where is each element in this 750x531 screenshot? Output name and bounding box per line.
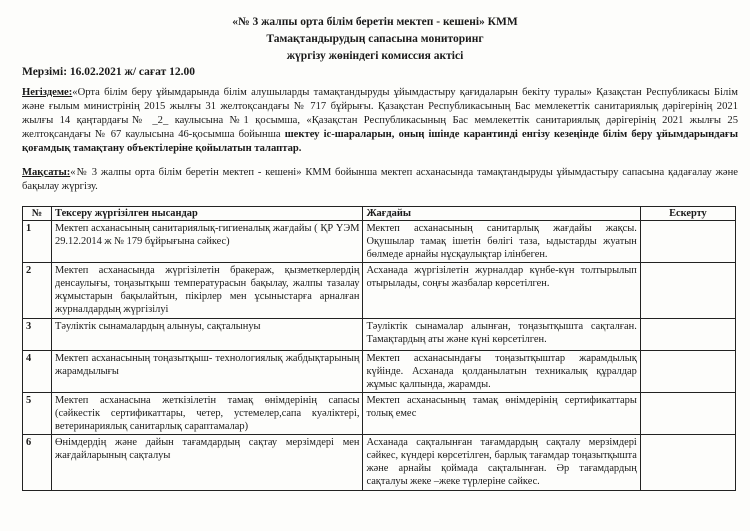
row-note (640, 319, 735, 351)
basis-label: Негіздеме: (22, 87, 73, 98)
basis-bold-text: шектеу іс-шараларын, оның ішінде карантинді енгізу кезеңінде білім беру ұйымдарындағы қоғамдық тамақтану объектілеріне қойылатын талаптар. (22, 129, 739, 154)
table-row (23, 319, 736, 351)
purpose-text: «№ 3 жалпы орта білім беретін мектеп - кешені» КММ бойынша мектеп асханасында тамақтандыруды ұйымдастыру сапасына қадағалау және бақылау жүргізу. (22, 167, 738, 192)
row-note (640, 263, 735, 319)
inspection-table (22, 206, 736, 491)
row-status: Мектеп асханасындағы тоңазытқыштар жарамдылық күйінде. Асханада қолданылатын техникалық құралдар жұмыс қалпында, жарамды. (363, 351, 640, 393)
row-note (640, 221, 735, 263)
row-number: 1 (23, 221, 52, 263)
row-object: Мектеп асханасының тоңазытқыш- технологиялық жабдықтарының жарамдылығы (52, 351, 363, 393)
row-object: Өнімдердің және дайын тағамдардың сақтау мерзімдері мен жағдайларының сақталуы (52, 435, 363, 491)
header-monitoring-title: Тамақтандырудың сапасына мониторинг (266, 33, 484, 45)
row-object: Мектеп асханасында жүргізілетін бракераж, қызметкерлердің денсаулығы, тоңазытқыш температурасын бақылау, жалпы тазалау жұмыстарын бақылайтын, пікірлер мен ұсыныстарға арналған журналдардың жүргізілуі (52, 263, 363, 319)
row-note (640, 351, 735, 393)
table-header-row (23, 207, 736, 221)
table-row (23, 393, 736, 435)
col-header-no: № (23, 207, 52, 221)
row-object: Мектеп асханасының санитариялық-гигиеналық жағдайы ( ҚР ҮЭМ 29.12.2014 ж № 179 бұйрығына сәйкес) (52, 221, 363, 263)
row-number: 4 (23, 351, 52, 393)
row-status: Мектеп асханасының тамақ өнімдерінің сертификаттары толық емес (363, 393, 640, 435)
purpose-paragraph (22, 166, 738, 194)
table-row (23, 435, 736, 491)
row-object: Мектеп асханасына жеткізілетін тамақ өнімдерінің сапасы (сәйкестік сертификаттары, четер, устемелер,сапа куәліктері, ветеринариялық санитарлық сараптамалар) (52, 393, 363, 435)
table-row (23, 263, 736, 319)
row-number: 3 (23, 319, 52, 351)
table-row (23, 351, 736, 393)
row-note (640, 435, 735, 491)
col-header-note: Ескерту (640, 207, 735, 221)
row-note (640, 393, 735, 435)
col-header-status: Жағдайы (363, 207, 640, 221)
basis-paragraph (22, 86, 738, 156)
row-status: Асханада жүргізілетін журналдар күнбе-күн толтырылып отырылады, соңғы жазбалар көрсетілген. (363, 263, 640, 319)
row-object: Тәуліктік сынамалардың алынуы, сақталынуы (52, 319, 363, 351)
document-header (0, 14, 750, 65)
row-status: Мектеп асханасының санитарлық жағдайы жақсы. Оқушылар тамақ ішетін бөлігі таза, ыдыстарды жуатын бөлмеде арнайы нұсқаулықтар ілінбеген. (363, 221, 640, 263)
table-row (23, 221, 736, 263)
purpose-label: Мақсаты: (22, 167, 71, 178)
col-header-object: Тексеру жүргізілген нысандар (52, 207, 363, 221)
date-line: Мерзімі: 16.02.2021 ж/ сағат 12.00 (22, 66, 195, 78)
basis-text: «Орта білім беру ұйымдарында білім алушыларды тамақтандыруды ұйымдастыру қағидаларын бекіту туралы» Қазақстан Республикасы Білім және ғылым министрінің 2015 жылғы 31 желтоқсандағы № 717 бұйрығы. Қазақстан Республикасының Бас мемлекеттік санитариялық дәрігерінің 2021 жылғы 14 қаңтардағы№ _2_ каулысына №1 қосымша, «Қазақстан Республикасының Бас мемлекеттік санитариялық дәрігерінің 2021 жылғы 25 желтоқсандағы № 67 каулысына 46-қосымша бойынша (22, 87, 738, 140)
header-act-title: жүргізу жөніндегі комиссия актісі (286, 50, 464, 62)
row-status: Тәуліктік сынамалар алынған, тоңазытқышта сақталған. Тамақтардың аты және күні көрсетілген. (363, 319, 640, 351)
row-number: 6 (23, 435, 52, 491)
row-status: Асханада сақталынған тағамдардың сақталу мерзімдері сәйкес, күндері көрсетілген, барлық тағамдар тоңазытқышта және арнайы қоймада сақталынған. Әр тағамдардың сақталуы жеке –жеке түрлеріне сәйкес. (363, 435, 640, 491)
header-school-name: «№ 3 жалпы орта білім беретін мектеп - кешені» КММ (232, 16, 518, 28)
row-number: 5 (23, 393, 52, 435)
row-number: 2 (23, 263, 52, 319)
